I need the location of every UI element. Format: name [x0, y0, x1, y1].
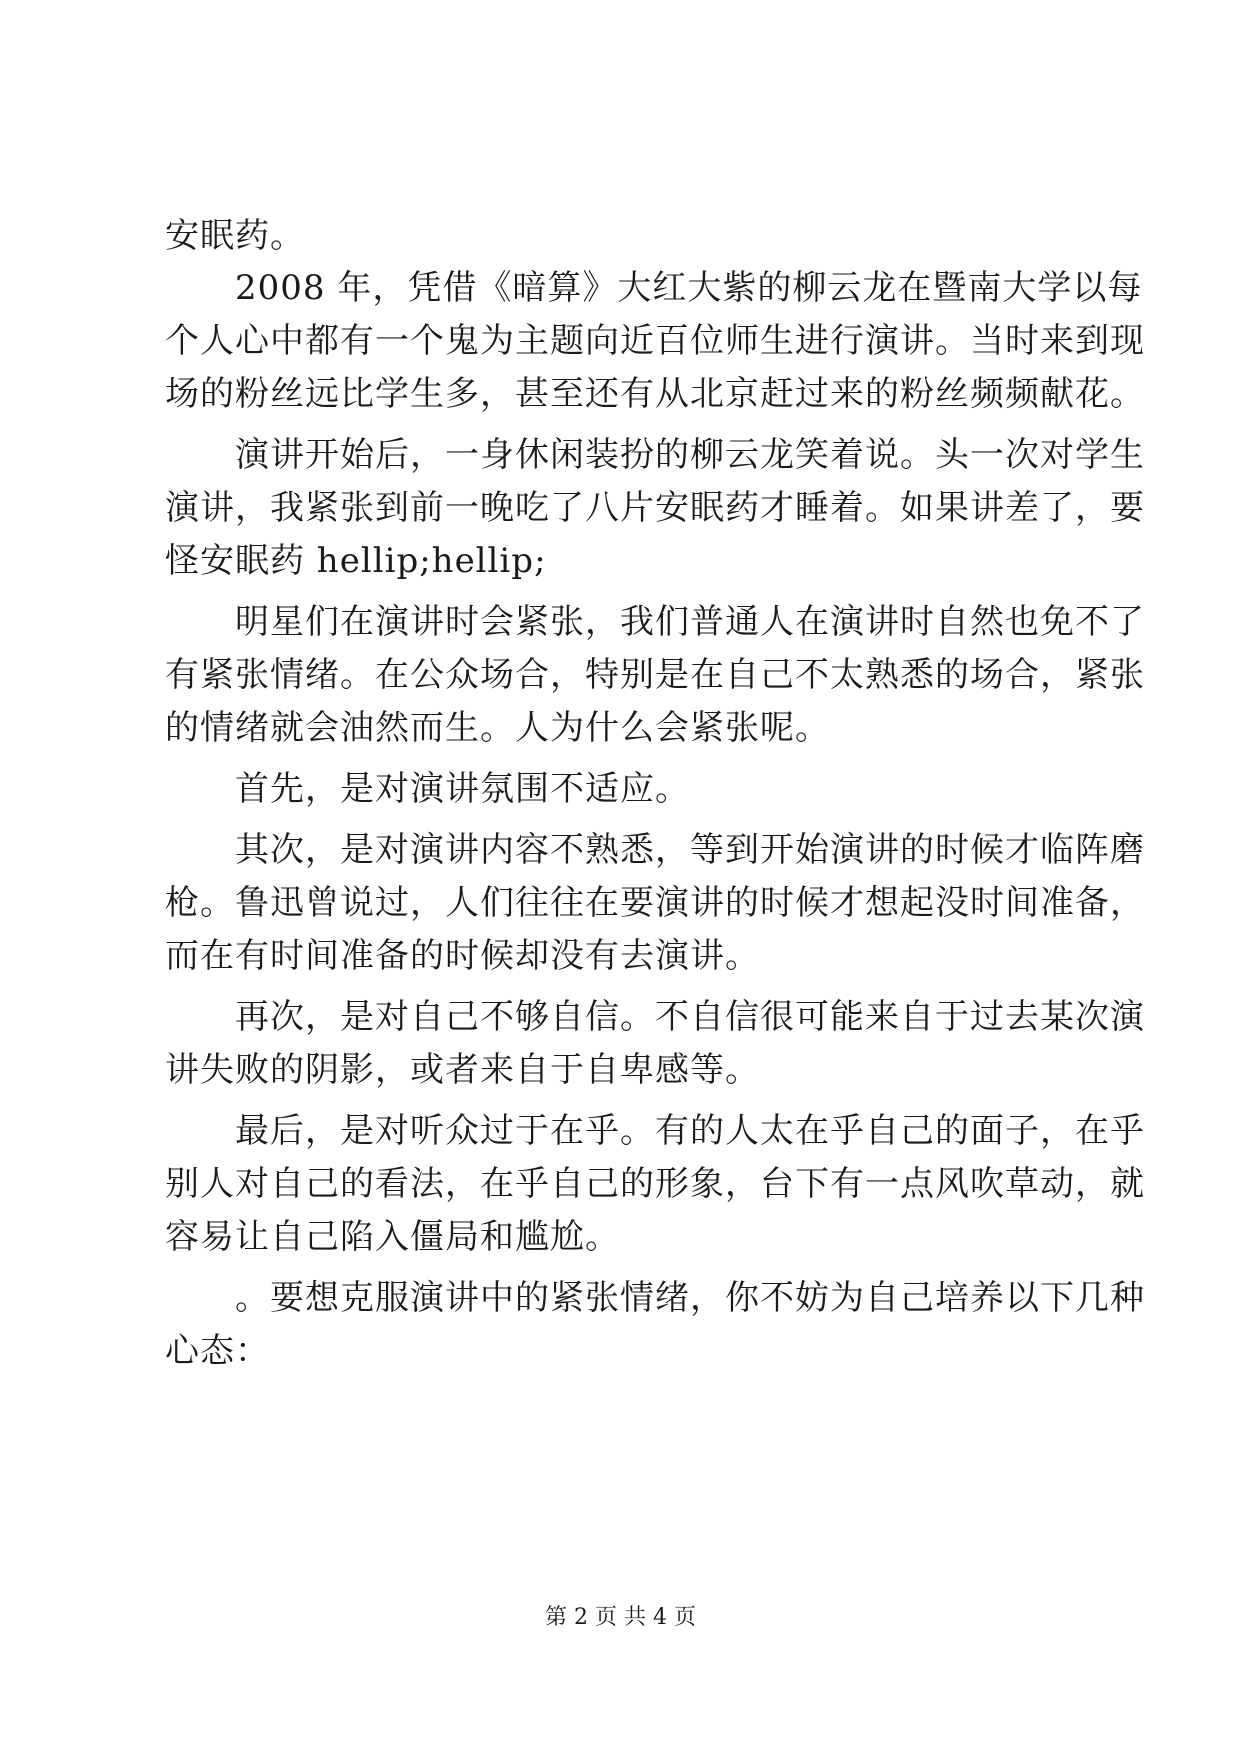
text-line: 场的粉丝远比学生多，甚至还有从北京赶过来的粉丝频频献花。: [165, 374, 1145, 414]
text-line: 容易让自己陷入僵局和尴尬。: [165, 1217, 620, 1257]
text-line: 个人心中都有一个鬼为主题向近百位师生进行演讲。当时来到现: [165, 321, 1145, 361]
text-line: 讲失败的阴影，或者来自于自卑感等。: [165, 1050, 760, 1090]
text-line: 而在有时间准备的时候却没有去演讲。: [165, 936, 760, 976]
text-line: 枪。鲁迅曾说过，人们往往在要演讲的时候才想起没时间准备，: [165, 883, 1145, 923]
text-line: 2008 年，凭借《暗算》大红大紫的柳云龙在暨南大学以每: [165, 268, 1143, 308]
text-line: 演讲，我紧张到前一晚吃了八片安眠药才睡着。如果讲差了，要: [165, 488, 1145, 528]
text-line: 再次，是对自己不够自信。不自信很可能来自于过去某次演: [165, 997, 1145, 1037]
text-line: 怪安眠药 hellip;hellip;: [165, 541, 547, 581]
text-line: 最后，是对听众过于在乎。有的人太在乎自己的面子，在乎: [165, 1111, 1145, 1151]
text-line: 的情绪就会油然而生。人为什么会紧张呢。: [165, 708, 830, 748]
text-line: 明星们在演讲时会紧张，我们普通人在演讲时自然也免不了: [165, 602, 1145, 642]
text-line: 首先，是对演讲氛围不适应。: [165, 769, 690, 809]
page-number-footer: 第 2 页 共 4 页: [545, 1605, 696, 1630]
text-line: 。要想克服演讲中的紧张情绪，你不妨为自己培养以下几种: [165, 1278, 1145, 1318]
text-line: 安眠药。: [165, 216, 305, 256]
text-line: 别人对自己的看法，在乎自己的形象，台下有一点风吹草动，就: [165, 1164, 1145, 1204]
text-line: 其次，是对演讲内容不熟悉，等到开始演讲的时候才临阵磨: [165, 830, 1145, 870]
text-line: 心态：: [165, 1331, 270, 1371]
text-line: 演讲开始后，一身休闲装扮的柳云龙笑着说。头一次对学生: [165, 435, 1145, 475]
text-line: 有紧张情绪。在公众场合，特别是在自己不太熟悉的场合，紧张: [165, 655, 1145, 695]
